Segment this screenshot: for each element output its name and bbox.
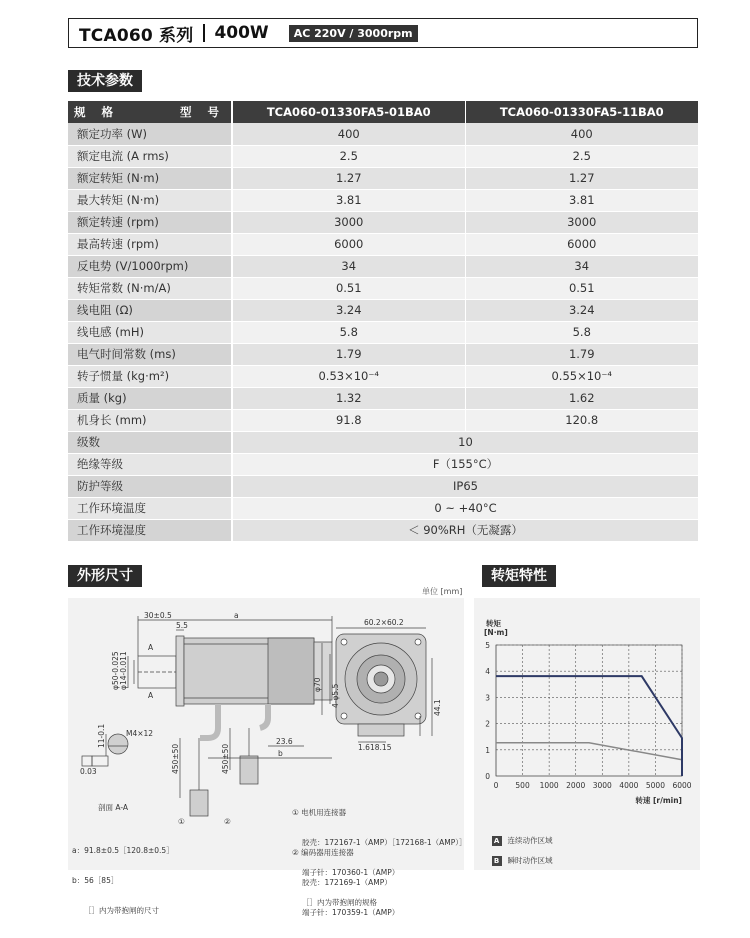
notes-left <box>72 826 174 936</box>
spec-row <box>68 321 698 343</box>
note-encoder-connector: ② 编码器用连接器 <box>292 848 354 857</box>
spec-row <box>68 409 698 431</box>
dimension-drawing <box>68 598 467 917</box>
spec-row <box>68 299 698 321</box>
spec-value-model-2: 400 <box>465 123 698 145</box>
x-tick-label: 1000 <box>539 781 559 790</box>
dimensions-heading: 外形尺寸 <box>68 565 142 587</box>
spec-row <box>68 519 698 541</box>
title-separator <box>203 24 205 42</box>
note-motor-pin: 端子针：170360-1（AMP） <box>302 868 400 877</box>
spec-label: 最大转矩 (N·m) <box>68 189 232 211</box>
y-tick-label: 0 <box>485 772 490 781</box>
dim-5-5: 5.5 <box>176 621 188 630</box>
legend-a-label: 连续动作区域 <box>507 836 553 845</box>
spec-row <box>68 233 698 255</box>
spec-label: 额定功率 (W) <box>68 123 232 145</box>
x-tick-label: 2000 <box>566 781 586 790</box>
x-tick-label: 4000 <box>619 781 639 790</box>
spec-value-shared: IP65 <box>232 475 698 497</box>
note-encoder-pin: 端子针：170359-1（AMP） <box>302 908 400 917</box>
spec-row <box>68 167 698 189</box>
note-motor-connector: ① 电机用连接器 <box>292 808 347 817</box>
dim-44-1: 44.1 <box>433 699 442 716</box>
spec-value-shared: F（155°C） <box>232 453 698 475</box>
dim-0-03: 0.03 <box>80 767 97 776</box>
spec-label: 最高转速 (rpm) <box>68 233 232 255</box>
section-aa-label: 剖面 A-A <box>98 803 129 812</box>
legend-b-key: B <box>492 856 502 866</box>
spec-label: 转子惯量 (kg·m²) <box>68 365 232 387</box>
corner-right-label: 型 号 <box>179 105 225 119</box>
spec-value-model-2: 120.8 <box>465 409 698 431</box>
spec-value-model-2: 0.51 <box>465 277 698 299</box>
spec-label: 额定转矩 (N·m) <box>68 167 232 189</box>
note-brake: ［］内为带抱闸的规格 <box>302 898 377 907</box>
y-tick-label: 4 <box>485 667 490 677</box>
spec-value-shared: 0 ~ +40°C <box>232 497 698 519</box>
spec-row <box>68 123 698 145</box>
x-tick-label: 0 <box>493 781 499 790</box>
dim-30: 30±0.5 <box>144 611 172 620</box>
spec-label: 额定转速 (rpm) <box>68 211 232 233</box>
spec-value-model-2: 0.55×10⁻⁴ <box>465 365 698 387</box>
spec-label: 级数 <box>68 431 232 453</box>
series-line-a <box>496 743 682 760</box>
spec-row <box>68 211 698 233</box>
spec-row <box>68 365 698 387</box>
callout-2: ② <box>224 817 231 826</box>
spec-row <box>68 145 698 167</box>
note-encoder-housing: 胶壳：172169-1（AMP） <box>302 878 392 887</box>
notes-connector-2 <box>292 828 399 938</box>
dim-phi14: φ14-0.011 <box>119 651 128 690</box>
dim-4-phi: 4-φ5.5 <box>331 683 340 708</box>
spec-value-model-2: 1.62 <box>465 387 698 409</box>
dim-18-15: 18.15 <box>370 743 392 752</box>
spec-value-model-1: 1.27 <box>232 167 465 189</box>
spec-value-model-1: 6000 <box>232 233 465 255</box>
legend-b-label: 瞬时动作区域 <box>507 856 553 865</box>
unit-label: 单位 [mm] <box>422 587 463 596</box>
spec-label: 转矩常数 (N·m/A) <box>68 277 232 299</box>
spec-value-model-1: 1.32 <box>232 387 465 409</box>
spec-value-model-2: 34 <box>465 255 698 277</box>
model-col-2: TCA060-01330FA5-11BA0 <box>465 101 698 123</box>
spec-value-model-2: 2.5 <box>465 145 698 167</box>
spec-value-shared: ＜ 90%RH（无凝露） <box>232 519 698 541</box>
spec-value-model-1: 0.53×10⁻⁴ <box>232 365 465 387</box>
torque-chart <box>474 598 700 870</box>
dim-a: a <box>234 611 239 620</box>
spec-value-model-1: 5.8 <box>232 321 465 343</box>
legend-a-key: A <box>492 836 502 846</box>
spec-row <box>68 189 698 211</box>
spec-row <box>68 255 698 277</box>
dim-60x60: 60.2×60.2 <box>364 618 404 627</box>
spec-value-model-1: 34 <box>232 255 465 277</box>
dim-450-b: 450±50 <box>221 743 230 774</box>
dim-phi50: φ50-0.025 <box>111 651 120 690</box>
spec-value-model-2: 3.24 <box>465 299 698 321</box>
spec-row <box>68 277 698 299</box>
note-a: a：91.8±0.5［120.8±0.5］ <box>72 846 174 855</box>
product-title-bar <box>68 18 698 48</box>
note-b: b：56［85］ <box>72 876 119 885</box>
torque-heading: 转矩特性 <box>482 565 556 587</box>
spec-label: 额定电流 (A rms) <box>68 145 232 167</box>
spec-value-model-2: 1.79 <box>465 343 698 365</box>
plot-frame <box>496 645 682 776</box>
spec-value-model-1: 91.8 <box>232 409 465 431</box>
dim-450-a: 450±50 <box>171 743 180 774</box>
spec-row <box>68 497 698 519</box>
spec-label: 线电阻 (Ω) <box>68 299 232 321</box>
callout-1: ① <box>178 817 185 826</box>
spec-value-model-2: 6000 <box>465 233 698 255</box>
x-tick-label: 5000 <box>645 781 665 790</box>
spec-label: 绝缘等级 <box>68 453 232 475</box>
dim-23-6: 23.6 <box>276 737 293 746</box>
spec-row <box>68 453 698 475</box>
spec-value-model-1: 1.79 <box>232 343 465 365</box>
x-tick-label: 3000 <box>592 781 612 790</box>
spec-row <box>68 431 698 453</box>
y-tick-label: 1 <box>485 745 490 755</box>
spec-value-model-2: 1.27 <box>465 167 698 189</box>
dim-phi70: φ70 <box>313 677 322 692</box>
spec-row <box>68 475 698 497</box>
note-bracket: ［］内为带抱闸的尺寸 <box>84 906 159 915</box>
spec-row <box>68 343 698 365</box>
series-line-b <box>496 676 682 776</box>
legend-b <box>482 846 553 876</box>
spec-label: 线电感 (mH) <box>68 321 232 343</box>
dim-m4: M4×12 <box>126 729 154 738</box>
spec-label: 防护等级 <box>68 475 232 497</box>
spec-value-model-2: 5.8 <box>465 321 698 343</box>
corner-left-label: 规 格 <box>74 105 120 119</box>
spec-value-model-2: 3.81 <box>465 189 698 211</box>
y-tick-label: 5 <box>485 641 490 650</box>
spec-value-model-1: 3.81 <box>232 189 465 211</box>
spec-label: 反电势 (V/1000rpm) <box>68 255 232 277</box>
x-tick-label: 500 <box>515 781 530 790</box>
spec-value-model-1: 3.24 <box>232 299 465 321</box>
spec-value-model-1: 0.51 <box>232 277 465 299</box>
model-col-1: TCA060-01330FA5-01BA0 <box>232 101 465 123</box>
y-axis-unit: [N·m] <box>484 628 508 637</box>
spec-value-model-1: 2.5 <box>232 145 465 167</box>
spec-label: 质量 (kg) <box>68 387 232 409</box>
spec-row <box>68 387 698 409</box>
y-axis-label: 转矩 <box>486 619 501 628</box>
spec-label: 机身长 (mm) <box>68 409 232 431</box>
dim-11: 11-0.1 <box>97 723 106 748</box>
y-tick-label: 3 <box>485 693 490 703</box>
spec-value-shared: 10 <box>232 431 698 453</box>
spec-label: 工作环境温度 <box>68 497 232 519</box>
product-series-title: TCA060 系列 <box>79 25 194 46</box>
x-tick-label: 6000 <box>672 781 692 790</box>
spec-table <box>68 101 698 542</box>
label-a-bottom: A <box>148 691 154 700</box>
spec-label: 电气时间常数 (ms) <box>68 343 232 365</box>
dim-b: b <box>278 749 283 758</box>
x-axis-label: 转速 [r/min] <box>635 796 682 805</box>
tech-params-heading: 技术参数 <box>68 70 142 92</box>
y-tick-label: 2 <box>485 719 490 729</box>
spec-value-model-1: 3000 <box>232 211 465 233</box>
label-a-top: A <box>148 643 154 652</box>
dim-1-6: 1.6 <box>358 743 370 752</box>
spec-value-model-1: 400 <box>232 123 465 145</box>
voltage-speed-badge: AC 220V / 3000rpm <box>289 25 418 42</box>
spec-corner-header <box>68 101 232 123</box>
note-motor-housing: 胶壳：172167-1（AMP）［172168-1（AMP）］ <box>302 838 467 847</box>
spec-value-model-2: 3000 <box>465 211 698 233</box>
product-power: 400W <box>214 23 269 43</box>
spec-label: 工作环境湿度 <box>68 519 232 541</box>
